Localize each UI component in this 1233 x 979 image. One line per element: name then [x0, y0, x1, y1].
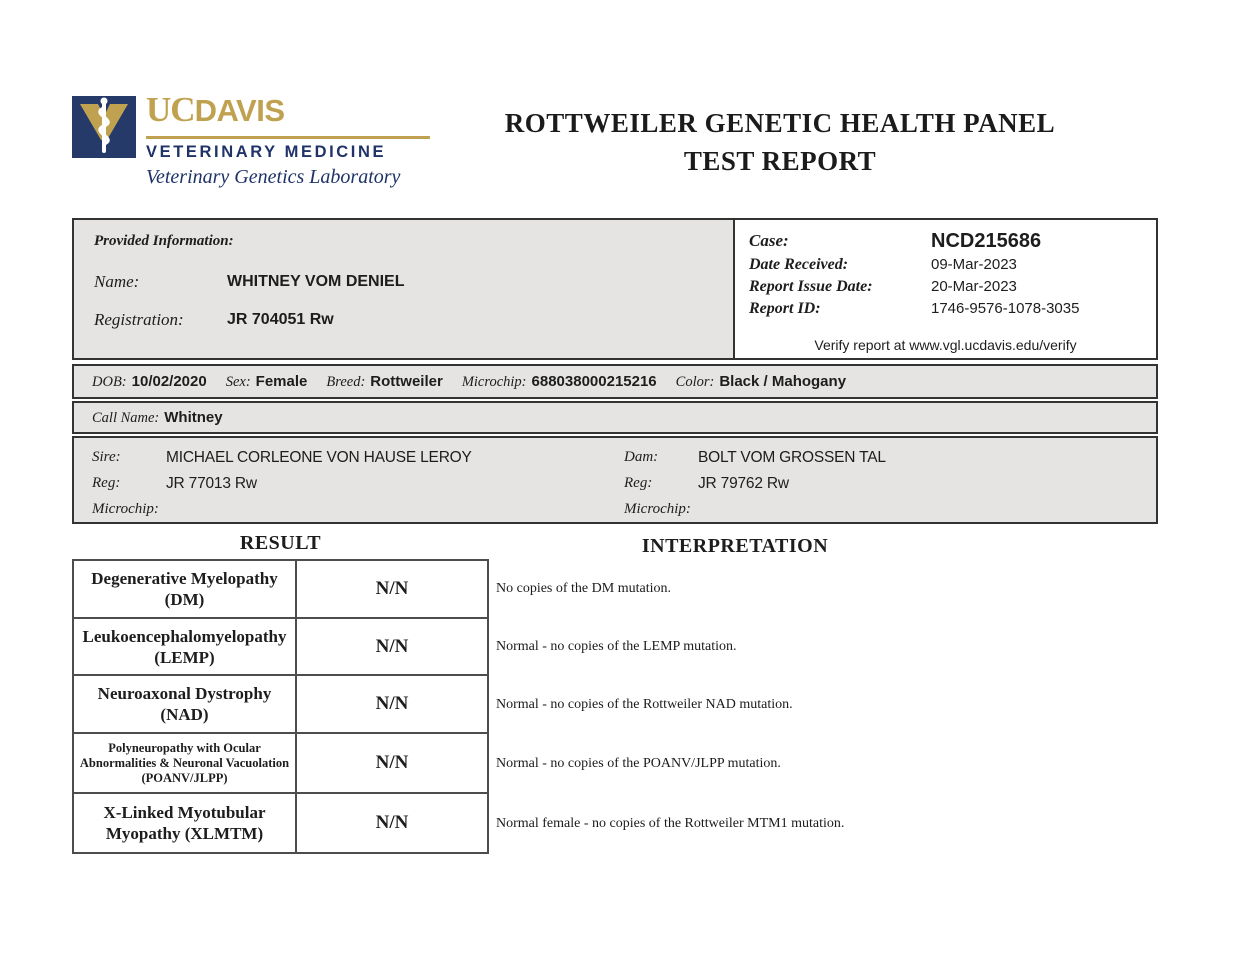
registration-row — [94, 310, 713, 330]
logo-veterinary-medicine: VETERINARY MEDICINE — [146, 143, 387, 161]
sire-microchip-label: Microchip: — [92, 501, 159, 517]
dam-reg-label: Reg: — [624, 475, 653, 491]
microchip-value: 688038000215216 — [531, 372, 657, 390]
date-received-label: Date Received: — [749, 256, 849, 273]
registration-label: Registration: — [94, 310, 184, 329]
sire-reg-label: Reg: — [92, 475, 121, 491]
color-value: Black / Mahogany — [719, 372, 847, 390]
report-title-line1: ROTTWEILER GENETIC HEALTH PANEL — [504, 108, 1056, 138]
interpretation-nad: Normal - no copies of the Rottweiler NAD mutation. — [496, 697, 793, 712]
test-name-line: Myopathy (XLMTM) — [105, 824, 264, 843]
dam-reg-value: JR 79762 Rw — [698, 475, 789, 492]
logo-text-block — [146, 90, 430, 189]
breed-field — [326, 373, 442, 391]
header-info-block — [72, 218, 1158, 360]
case-number-row — [749, 228, 1142, 254]
test-name-line: Degenerative Myelopathy — [91, 569, 278, 588]
case-info-box — [735, 220, 1156, 358]
registration-value: JR 704051 Rw — [227, 311, 334, 328]
dob-value: 10/02/2020 — [131, 372, 207, 390]
test-name-line: (NAD) — [160, 705, 209, 724]
logo-davis: DAVIS — [194, 93, 285, 128]
report-issue-date-row — [749, 276, 1142, 298]
verify-report-url: Verify report at www.vgl.ucdavis.edu/verify — [814, 337, 1077, 353]
breed-value: Rottweiler — [370, 372, 443, 390]
result-row-dm — [73, 560, 488, 618]
dam-name-value: BOLT VOM GROSSEN TAL — [698, 449, 886, 466]
result-row-xlmtm — [73, 793, 488, 853]
call-name-row — [72, 401, 1158, 434]
dog-details-row — [72, 364, 1158, 399]
provided-information-box — [74, 220, 735, 358]
result-row-nad — [73, 675, 488, 733]
dob-field — [92, 373, 207, 391]
report-id-label: Report ID: — [749, 300, 821, 317]
name-row — [94, 272, 713, 292]
test-result-cell: N/N — [296, 618, 488, 675]
test-name-cell — [73, 675, 296, 733]
parents-box — [72, 436, 1158, 524]
sire-reg-row — [92, 475, 624, 493]
dob-label: DOB: — [92, 373, 127, 390]
dam-microchip-row — [624, 501, 1156, 518]
test-name-cell — [73, 793, 296, 853]
test-name-cell — [73, 618, 296, 675]
interpretation-poanv: Normal - no copies of the POANV/JLPP mutation. — [496, 756, 781, 771]
dog-name-value: WHITNEY VOM DENIEL — [227, 273, 405, 290]
color-label: Color: — [675, 373, 715, 390]
logo-genetics-laboratory: Veterinary Genetics Laboratory — [146, 166, 401, 188]
sire-column — [92, 449, 624, 522]
result-row-poanv — [73, 733, 488, 793]
sire-name-value: MICHAEL CORLEONE VON HAUSE LEROY — [166, 449, 472, 466]
dam-reg-row — [624, 475, 1156, 493]
results-table — [72, 559, 489, 854]
provided-information-heading: Provided Information: — [94, 233, 234, 249]
sire-reg-value: JR 77013 Rw — [166, 475, 257, 492]
interpretation-xlmtm: Normal female - no copies of the Rottweiler MTM1 mutation. — [496, 816, 845, 831]
test-result-cell: N/N — [296, 560, 488, 618]
test-name-cell — [73, 733, 296, 793]
call-name-field — [92, 409, 223, 427]
test-name-line: (POANV/JLPP) — [141, 770, 228, 785]
sex-field — [226, 373, 308, 391]
interpretation-lemp: Normal - no copies of the LEMP mutation. — [496, 639, 737, 654]
report-title — [400, 104, 1160, 180]
test-name-line: Leukoencephalomyelopathy — [82, 626, 287, 646]
test-name-line: Abnormalities & Neuronal Vacuolation — [79, 755, 290, 770]
result-section-header: RESULT — [239, 532, 322, 554]
case-number-value: NCD215686 — [931, 230, 1042, 252]
test-name-line: (DM) — [164, 590, 205, 609]
dam-column — [624, 449, 1156, 522]
test-name-line: Neuroaxonal Dystrophy — [97, 684, 272, 703]
caduceus-icon — [72, 96, 136, 158]
call-name-label: Call Name: — [92, 409, 160, 426]
test-name-line: Polyneuropathy with Ocular — [108, 740, 261, 755]
microchip-label: Microchip: — [461, 373, 527, 390]
dam-microchip-label: Microchip: — [624, 501, 691, 517]
interpretation-dm: No copies of the DM mutation. — [496, 581, 671, 596]
logo-ucdavis-wordmark — [146, 90, 430, 131]
breed-label: Breed: — [326, 373, 366, 390]
result-row-lemp — [73, 618, 488, 675]
test-name-line: (LEMP) — [154, 647, 215, 667]
report-title-line2: TEST REPORT — [683, 146, 877, 176]
logo-divider-rule — [146, 136, 430, 139]
report-issue-date-value: 20-Mar-2023 — [931, 278, 1017, 295]
sex-label: Sex: — [225, 373, 251, 390]
name-label: Name: — [94, 272, 140, 291]
test-name-cell — [73, 560, 296, 618]
test-result-cell: N/N — [296, 733, 488, 793]
dam-label: Dam: — [624, 449, 659, 465]
logo-uc: UC — [146, 90, 195, 129]
sire-microchip-row — [92, 501, 624, 518]
ucdavis-logo — [72, 90, 430, 189]
report-id-row — [749, 298, 1142, 320]
dam-name-row — [624, 449, 1156, 467]
report-issue-date-label: Report Issue Date: — [749, 278, 873, 295]
sire-label: Sire: — [92, 449, 121, 465]
color-field — [676, 373, 846, 391]
interpretation-section-header: INTERPRETATION — [641, 535, 829, 557]
case-label: Case: — [749, 231, 789, 250]
report-id-value: 1746-9576-1078-3035 — [931, 300, 1080, 317]
test-name-line: X-Linked Myotubular — [103, 803, 266, 822]
date-received-row — [749, 254, 1142, 276]
call-name-value: Whitney — [164, 408, 223, 426]
date-received-value: 09-Mar-2023 — [931, 256, 1017, 273]
test-result-cell: N/N — [296, 793, 488, 853]
test-result-cell: N/N — [296, 675, 488, 733]
sire-name-row — [92, 449, 624, 467]
sex-value: Female — [255, 372, 308, 390]
microchip-field — [462, 373, 657, 391]
